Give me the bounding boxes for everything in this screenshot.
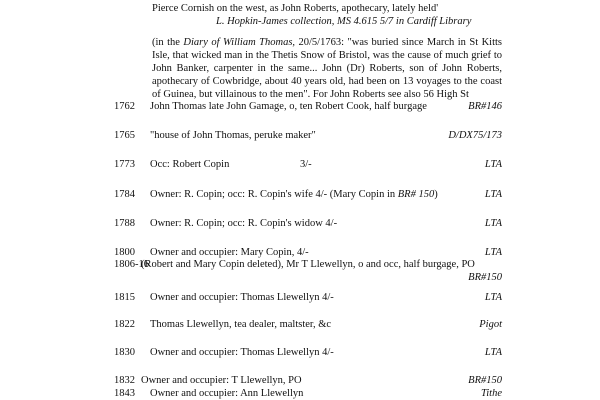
- entry-year: 1843: [114, 388, 135, 399]
- entry-row: [114, 318, 502, 331]
- entry-text: (Robert and Mary Copin deleted), Mr T Llewellyn, o and occ, half burgage, PO: [141, 259, 475, 270]
- entry-row: [114, 217, 502, 230]
- entry-source: LTA: [484, 159, 502, 170]
- entry-year: 1784: [114, 189, 135, 200]
- entry-ref: BR# 150: [397, 189, 435, 200]
- entry-source: Pigot: [479, 319, 502, 330]
- quote-open: (in the: [152, 37, 184, 48]
- entry-source: Tithe: [480, 388, 502, 399]
- entry-text: Occ: Robert Copin: [150, 159, 230, 170]
- entry-year: 1773: [114, 159, 135, 170]
- entry-source: LTA: [484, 247, 502, 258]
- header-line: Pierce Cornish on the west, as John Roberts, apothecary, lately held': [152, 3, 439, 14]
- entry-text: Owner and occupier: Thomas Llewellyn 4/-: [150, 292, 334, 303]
- entry-source: LTA: [484, 189, 502, 200]
- entry-source: BR#146: [468, 101, 502, 112]
- entry-source: D/DX75/173: [448, 130, 502, 141]
- entry-row: [114, 291, 502, 304]
- entry-text: Thomas Llewellyn, tea dealer, maltster, &c: [150, 319, 332, 330]
- entry-row: [114, 346, 502, 359]
- entry-text: John Thomas late John Gamage, o, ten Robert Cook, half burgage: [150, 101, 427, 112]
- entry-year: 1762: [114, 101, 135, 112]
- entry-year: 1832: [114, 375, 135, 386]
- entry-source: LTA: [484, 218, 502, 229]
- entry-text: "house of John Thomas, peruke maker": [150, 130, 316, 141]
- entry-year: 1765: [114, 130, 135, 141]
- entry-year: 1806-16: [114, 259, 149, 270]
- entry-row: [114, 374, 502, 387]
- header-citation: L. Hopkin-James collection, MS 4.615 5/7 in Cardiff Library: [216, 16, 472, 27]
- entry-text: Owner and occupier: T Llewellyn, PO: [141, 375, 302, 386]
- entry-row: [114, 158, 502, 171]
- quote-body: 20/5/1763: "was buried since March in St Kitts Isle, that wicked man in the Thetis Snow of Bristol, was the cause of much grief to John Banker, carpenter in the same... John (Dr) Roberts, son of John Roberts, apothecary of Cowbridge, about 40 years old, had been on 13 voyages to the coast of Guinea, but villainous to the men". For John Roberts see also 56 High St: [152, 37, 502, 100]
- entry-year: 1800: [114, 247, 135, 258]
- entry-text: Owner and occupier: Thomas Llewellyn 4/-: [150, 347, 334, 358]
- entry-row: [114, 100, 502, 113]
- entry-text: Owner: R. Copin; occ: R. Copin's widow 4/-: [150, 218, 338, 229]
- entry-source: BR#150: [468, 375, 502, 386]
- entry-row: [114, 188, 502, 201]
- entry-amount: 3/-: [300, 159, 312, 170]
- entry-year: 1815: [114, 292, 135, 303]
- entry-year: 1830: [114, 347, 135, 358]
- entry-text: Owner: R. Copin; occ: R. Copin's wife 4/- (Mary Copin in BR# 150): [150, 189, 438, 200]
- entry-year: 1822: [114, 319, 135, 330]
- entry-row: [114, 387, 502, 400]
- entry-source: LTA: [484, 292, 502, 303]
- entry-row: [114, 129, 502, 142]
- diary-quote: [152, 36, 502, 101]
- entry-row: [114, 258, 502, 284]
- entry-source: LTA: [484, 347, 502, 358]
- entry-year: 1788: [114, 218, 135, 229]
- entry-text: Owner and occupier: Ann Llewellyn: [150, 388, 304, 399]
- diary-title: Diary of William Thomas,: [183, 37, 296, 48]
- entry-source: BR#150: [468, 272, 502, 283]
- entry-text: Owner and occupier: Mary Copin, 4/-: [150, 247, 309, 258]
